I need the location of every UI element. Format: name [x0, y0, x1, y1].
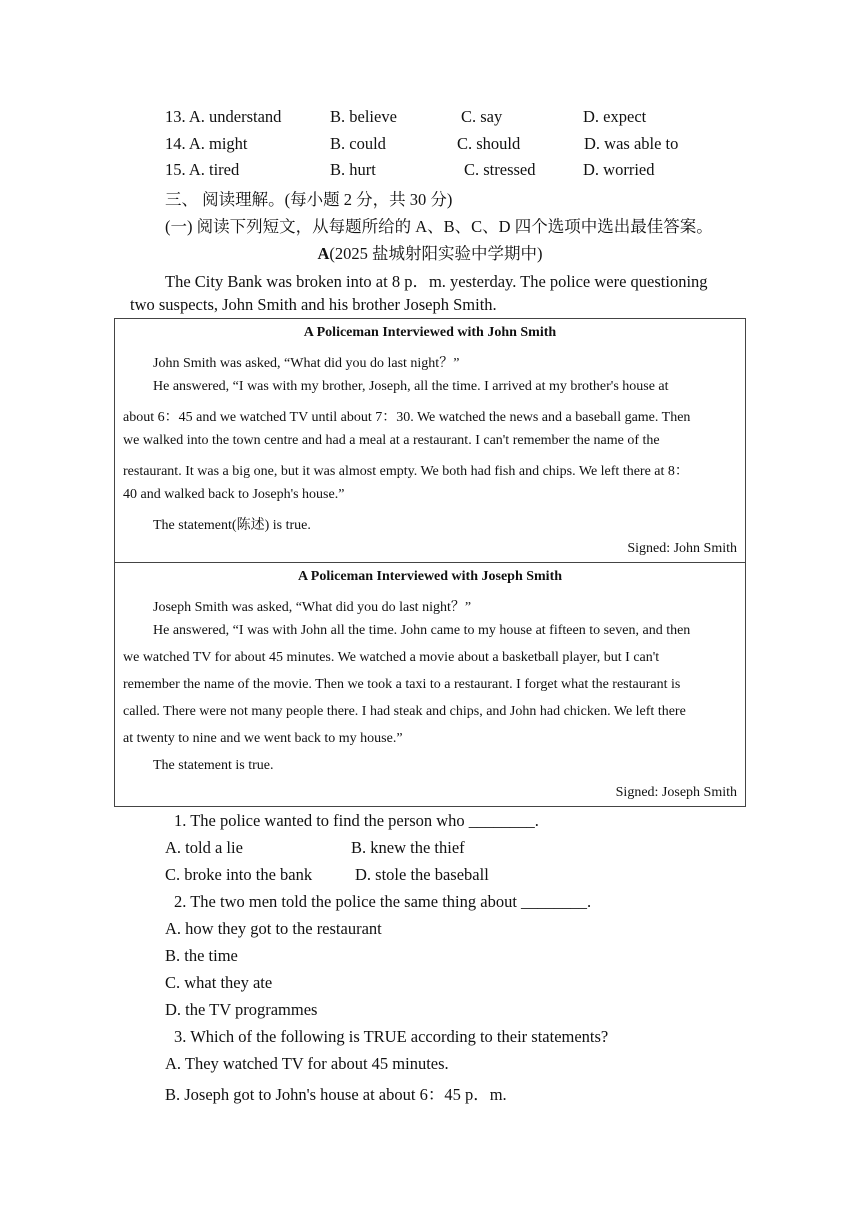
interview-line: about 6：45 and we watched TV until about 7：30. We watched the news and a baseball game. Then: [123, 410, 691, 425]
question-2-option-b: B. the time: [165, 946, 238, 965]
question-3-option-a: A. They watched TV for about 45 minutes.: [165, 1054, 449, 1073]
question-2-stem: 2. The two men told the police the same thing about ________.: [174, 892, 592, 911]
option-15d: D. worried: [583, 160, 655, 179]
option-15c: C. stressed: [464, 160, 536, 179]
interview-line: at twenty to nine and we went back to my house.”: [123, 731, 403, 746]
question-2-option-a: A. how they got to the restaurant: [165, 919, 382, 938]
interview-line: John Smith was asked, “What did you do last night？”: [153, 356, 460, 371]
interview-line: called. There were not many people there. I had steak and chips, and John had chicken. We left there: [123, 704, 686, 719]
interview-line: The statement(陈述) is true.: [153, 518, 311, 533]
option-13c: C. say: [461, 107, 503, 126]
option-14d: D. was able to: [584, 134, 679, 153]
option-13b: B. believe: [330, 107, 397, 126]
interview-line: remember the name of the movie. Then we took a taxi to a restaurant. I forget what the restaurant is: [123, 677, 681, 692]
passage-heading: [0, 240, 860, 264]
option-14b: B. could: [330, 134, 386, 153]
question-3-option-b: B. Joseph got to John's house at about 6：45 p．m.: [165, 1085, 507, 1104]
question-1-option-a: A. told a lie: [165, 838, 243, 857]
part-instruction: (一) 阅读下列短文，从每题所给的 A、B、C、D 四个选项中选出最佳答案。: [165, 217, 713, 236]
option-13a: 13. A. understand: [165, 107, 282, 126]
interview-title: A Policeman Interviewed with John Smith: [303, 325, 557, 340]
interview-line: Joseph Smith was asked, “What did you do last night？”: [153, 600, 472, 615]
signature: Signed: John Smith: [627, 541, 737, 556]
passage-letter: A: [317, 244, 330, 263]
interview-line: we walked into the town centre and had a meal at a restaurant. I can't remember the name of the: [123, 433, 660, 448]
question-2-option-c: C. what they ate: [165, 973, 273, 992]
question-3-stem: 3. Which of the following is TRUE according to their statements?: [174, 1027, 609, 1046]
question-1-option-c: C. broke into the bank: [165, 865, 313, 884]
interview-line: we watched TV for about 45 minutes. We watched a movie about a basketball player, but I can't: [123, 650, 660, 665]
option-15b: B. hurt: [330, 160, 376, 179]
question-2-option-d: D. the TV programmes: [165, 1000, 318, 1019]
option-13d: D. expect: [583, 107, 647, 126]
passage-source: (2025 盐城射阳实验中学期中): [329, 244, 543, 263]
interview-line: He answered, “I was with my brother, Joseph, all the time. I arrived at my brother's house at: [153, 379, 669, 394]
intro-line-1: The City Bank was broken into at 8 p．m. yesterday. The police were questioning: [165, 272, 708, 291]
question-1-option-d: D. stole the baseball: [355, 865, 489, 884]
interview-box-john: [114, 318, 746, 563]
option-14a: 14. A. might: [165, 134, 248, 153]
interview-line: The statement is true.: [153, 758, 274, 773]
interview-line: restaurant. It was a big one, but it was almost empty. We both had fish and chips. We left there at 8：: [123, 464, 689, 479]
question-1-stem: 1. The police wanted to find the person who ________.: [174, 811, 539, 830]
interview-title: A Policeman Interviewed with Joseph Smith: [297, 569, 563, 584]
signature: Signed: Joseph Smith: [615, 785, 737, 800]
option-14c: C. should: [457, 134, 521, 153]
question-1-option-b: B. knew the thief: [351, 838, 465, 857]
section-title: 三、 阅读理解。(每小题 2 分，共 30 分): [165, 190, 453, 209]
interview-box-joseph: [114, 562, 746, 807]
interview-line: He answered, “I was with John all the time. John came to my house at fifteen to seven, and then: [153, 623, 691, 638]
intro-line-2: two suspects, John Smith and his brother Joseph Smith.: [130, 295, 497, 314]
option-15a: 15. A. tired: [165, 160, 240, 179]
interview-line: 40 and walked back to Joseph's house.”: [123, 487, 345, 502]
